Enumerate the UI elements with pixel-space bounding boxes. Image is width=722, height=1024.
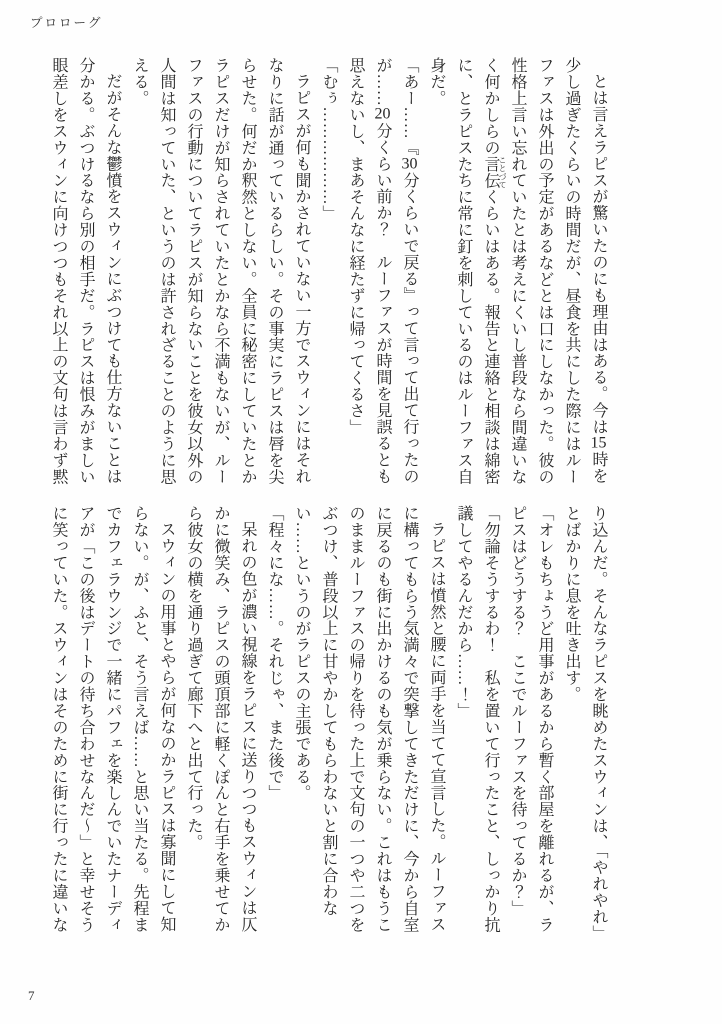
paragraph-dialogue: 「勿論そうするわ！ 私を置いて行ったこと、しっかり抗議してやるんだから……！」 (455, 505, 499, 933)
upper-text-block (45, 57, 612, 488)
paragraph-narrative: だがそんな鬱憤をスウィンにぶつけても仕方ないことは分かる。ぶつけるなら別の相手だ。ラピスは恨みがましい眼差しをスウィンに向けつつもそれ以上の文句は言わず黙 (50, 57, 121, 485)
chapter-header: プロローグ (30, 16, 103, 30)
paragraph-narrative (423, 57, 612, 488)
paragraph-dialogue: 「むぅ………………」 (320, 57, 337, 222)
paragraph-text: くらいはある。報告と連絡と相談は綿密に、とラピスたちに常に釘を刺しているのはルーファス自身だ。 (428, 57, 499, 485)
furigana-base: 言伝 (482, 155, 499, 189)
furigana-reading: ことづて (498, 155, 507, 189)
paragraph-narrative: ラピスが何も聞かされていない一方でスウィンにはそれなりに話が通っているらしい。その事実にラピスは唇を尖らせた。何だか釈然としない。全員に秘密にしていたとかラピスだけが知らされていたとかなら不満もないが、ルーファスの行動についてラピスが知らないことを彼女以外の人間は知っていた、というのは許されざることのように思える。 (131, 57, 310, 485)
page-number: 7 (28, 988, 35, 1003)
paragraph-dialogue: 「あー……『30分くらいで戻る』って言って出て行ったのが……20分くらい前か？ ルーファスが時間を見誤るとも思えないし、まあそんなに経たずに帰ってくるさ」 (347, 57, 418, 485)
paragraph-narrative: ラピスは憤然と腰に両手を当てて宣言した。ルーファスに構ってもらう気満々で突撃してきただけに、今から自室に戻るのも街に出かけるのも気が乗らない。これはもうこのままルーファスの帰りを待った上で文句の一つや二つをぶつけ、普段以上に甘やかしてもらわないと割に合わない……というのがラピスの主張である。 (293, 505, 445, 933)
paragraph-narrative: スウィンの用事とやらが何なのかラピスは寡聞にして知らない。が、ふと、そう言えば……と思い当たる。先程までカフェラウンジで一緒にパフェを楽しんでいたナーディアが「この後はデートの待ち合わせなんだ～」と幸せそうに笑っていた。スウィンはそのために街に行ったに違いな (50, 505, 175, 933)
paragraph-narrative: り込んだ。そんなラピスを眺めたスウィンは、「やれやれ」とばかりに息を吐き出す。 (563, 505, 607, 934)
paragraph-narrative: 呆れの色が濃い視線をラピスに送りつつもスウィンは仄かに微笑み、ラピスの頭頂部に軽くぽんと右手を乗せてから彼女の横を通り過ぎて廊下へと出て行った。 (185, 505, 256, 933)
lower-text-block (45, 505, 612, 936)
paragraph-dialogue: 「程々にな……。それじゃ、また後で」 (266, 505, 283, 802)
paragraph-text: とは言えラピスが驚いたのにも理由はある。今は15時を少し過ぎたくらいの時間だが、昼食を共にした際にはルーファスは外出の予定があるなどとは口にしなかった。彼の性格上言い忘れていたとは考えにくいし普段なら間違いなく何かしらの (482, 57, 607, 485)
furigana (482, 155, 507, 189)
paragraph-dialogue: 「オレもちょうど用事があるから暫く部屋を離れるが、ラピスはどうする？ ここでルーファスを待ってるか？」 (509, 505, 553, 933)
